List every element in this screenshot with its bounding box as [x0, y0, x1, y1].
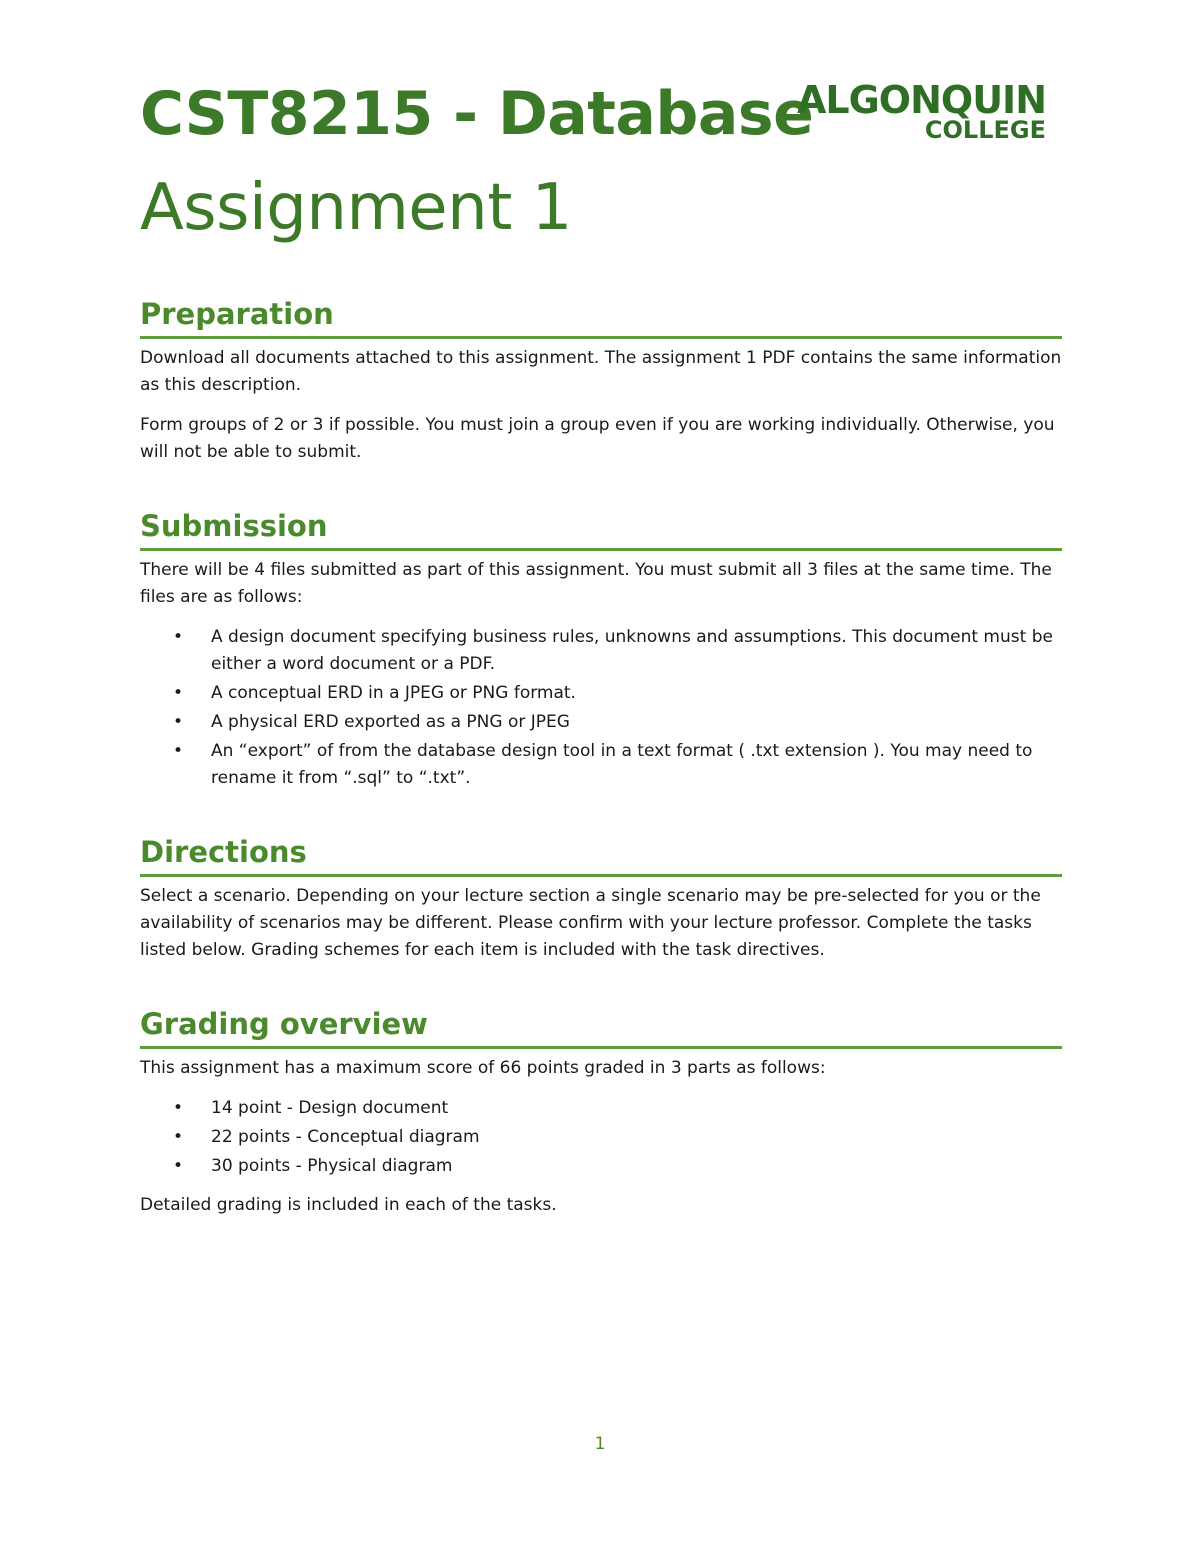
list-item [173, 624, 1062, 678]
submission-intro: There will be 4 files submitted as part of this assignment. You must submit all 3 files at the same time. The files are as follows: [140, 560, 1052, 607]
logo-line-2: COLLEGE [924, 116, 1046, 144]
list-item [173, 1095, 1062, 1122]
submission-file-list [140, 624, 1062, 792]
list-item-text: 14 point - Design document [211, 1098, 449, 1118]
directions-paragraph: Select a scenario. Depending on your lecture section a single scenario may be pre-selected for you or the availability of scenarios may be different. Please confirm with your lecture professor. Complete the tasks listed below. Grading schemes for each item is included with the task directives. [140, 886, 1041, 960]
list-item [173, 738, 1062, 792]
list-item-text: A conceptual ERD in a JPEG or PNG format. [211, 683, 576, 703]
section-grading-overview [140, 1004, 1062, 1232]
bullet-icon: • [173, 627, 184, 647]
bullet-icon: • [173, 741, 184, 761]
bullet-icon: • [173, 712, 184, 732]
bullet-icon: • [173, 1098, 184, 1118]
page-number: 1 [594, 1434, 606, 1454]
heading-preparation: Preparation [140, 297, 334, 331]
heading-rule [140, 874, 1062, 877]
list-item [173, 1124, 1062, 1151]
list-item-text: 22 points - Conceptual diagram [211, 1127, 480, 1147]
grading-footer: Detailed grading is included in each of the tasks. [140, 1195, 557, 1215]
heading-rule [140, 336, 1062, 339]
section-submission [140, 506, 1062, 804]
bullet-icon: • [173, 1156, 184, 1176]
heading-grading-overview: Grading overview [140, 1007, 428, 1041]
list-item-text: A design document specifying business rules, unknowns and assumptions. This document must be either a word document or a PDF. [211, 627, 1053, 674]
heading-submission: Submission [140, 509, 328, 543]
logo-line-1: ALGONQUIN [796, 78, 1046, 122]
preparation-paragraph-2: Form groups of 2 or 3 if possible. You must join a group even if you are working individually. Otherwise, you will not be able to submit. [140, 415, 1055, 462]
heading-rule [140, 1046, 1062, 1049]
heading-directions: Directions [140, 835, 307, 869]
list-item [173, 709, 1062, 736]
section-directions [140, 832, 1062, 977]
heading-rule [140, 548, 1062, 551]
grading-list [140, 1095, 1062, 1180]
list-item [173, 1153, 1062, 1180]
bullet-icon: • [173, 683, 184, 703]
document-subtitle: Assignment 1 [140, 171, 572, 245]
list-item [173, 680, 1062, 707]
section-preparation [140, 294, 1062, 479]
list-item-text: A physical ERD exported as a PNG or JPEG [211, 712, 570, 732]
list-item-text: An “export” of from the database design tool in a text format ( .txt extension ). You may need to rename it from “.sql” to “.txt”. [211, 741, 1033, 788]
grading-intro: This assignment has a maximum score of 66 points graded in 3 parts as follows: [140, 1058, 826, 1078]
algonquin-college-logo [778, 80, 1048, 144]
list-item-text: 30 points - Physical diagram [211, 1156, 453, 1176]
document-title: CST8215 - Database [140, 79, 814, 149]
preparation-paragraph-1: Download all documents attached to this assignment. The assignment 1 PDF contains the same information as this description. [140, 348, 1062, 395]
bullet-icon: • [173, 1127, 184, 1147]
